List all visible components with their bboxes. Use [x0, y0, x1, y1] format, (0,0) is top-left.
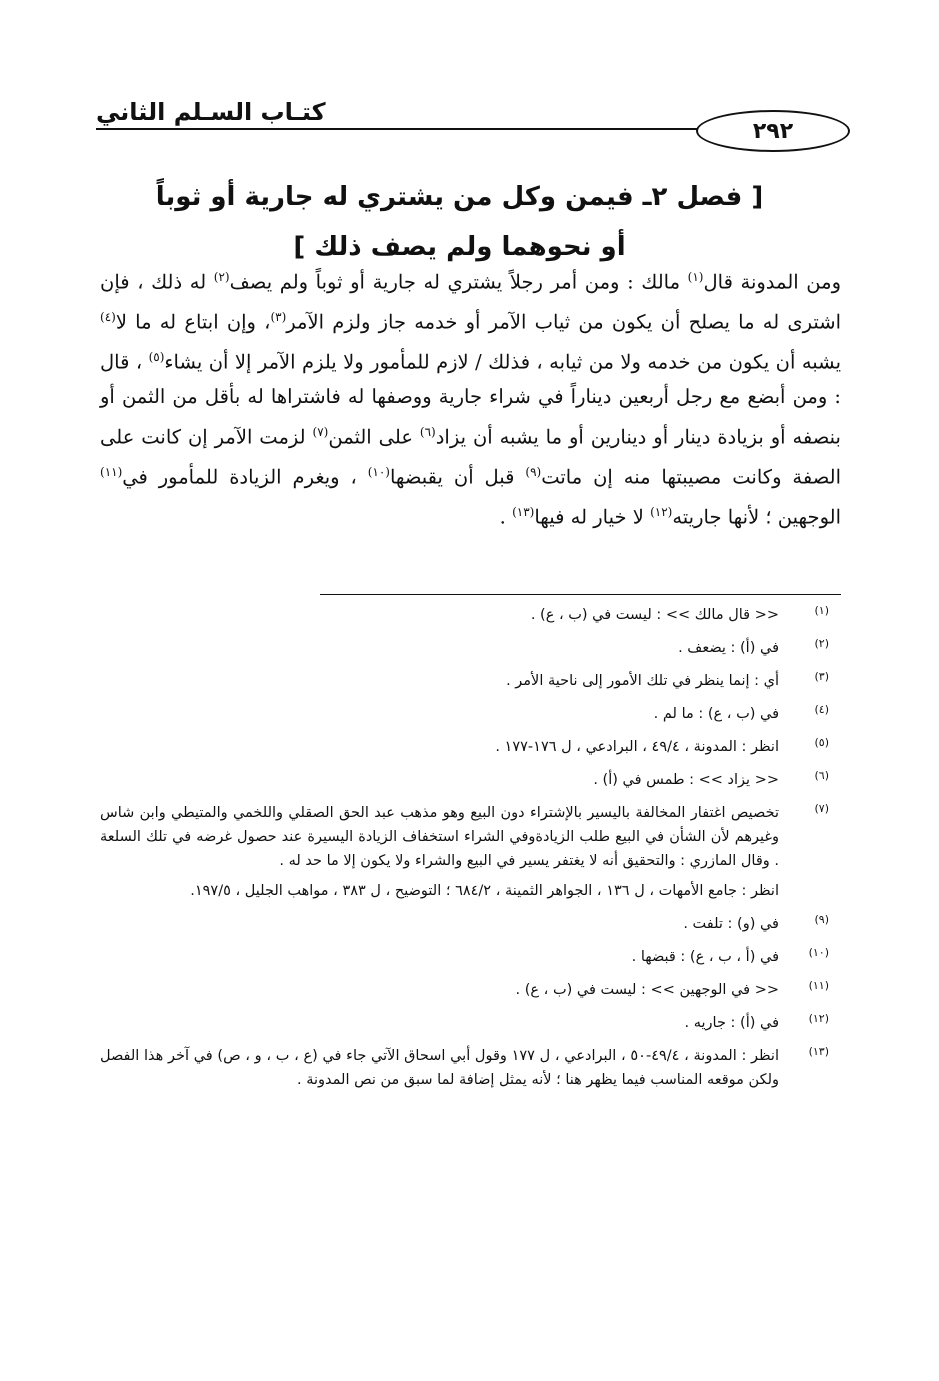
footnote [100, 768, 829, 792]
footnote-number: (١١) [808, 979, 829, 992]
footnote-text: في (و) : تلفت . [683, 916, 779, 932]
body-text-segment: ، ويغرم الزيادة للمأمور في [122, 465, 368, 488]
footnote-text: في (أ) : جاريه . [684, 1015, 779, 1031]
footnote [100, 669, 829, 693]
footnotes [100, 603, 829, 1101]
footnote [100, 636, 829, 660]
footnote-number: (٥) [814, 736, 829, 749]
footnote [100, 912, 829, 936]
body-text-segment: ، قال : ومن أبضع مع رجل أربعين ديناراً في شراء جارية ووصفها له فاشتراها له بأقل من الثمن أو بنصفه أو بزيادة دينار أو دينارين أو ما يشبه أن يزاد [100, 350, 841, 448]
body-paragraph [100, 260, 841, 535]
footnote-ref: (٥) [148, 350, 165, 364]
footnote [100, 1044, 829, 1092]
footnote-number: (١٠) [808, 946, 829, 959]
footnote-reference-text: انظر : جامع الأمهات ، ل ١٣٦ ، الجواهر الثمينة ، ٦٨٤/٢ ؛ التوضيح ، ل ٣٨٣ ، مواهب الجليل ، ١٩٧/٥. [190, 883, 779, 899]
footnote-text: << في الوجهين >> : ليست في (ب ، ع) . [515, 982, 779, 998]
chapter-title-line-1: [ فصل ٢ـ فيمن وكل من يشتري له جارية أو ثوباً [155, 182, 764, 212]
body-text-segment: ومن المدونة قال [703, 270, 841, 294]
footnote-text: في (أ) : يضعف . [678, 640, 779, 656]
footnote-ref: (١٢) [650, 504, 673, 519]
footnote-number: (٦) [814, 769, 829, 782]
footnote-number: (٩) [814, 913, 829, 926]
footnote-number: (٧) [814, 802, 829, 815]
footnote [100, 978, 829, 1002]
footnote-number: (١) [814, 604, 829, 617]
chapter-title [130, 172, 789, 272]
footnote-ref: (٧) [312, 424, 329, 439]
footnote [100, 603, 829, 627]
footnote [100, 945, 829, 969]
footnote-text: تخصيص اغتفار المخالفة باليسير بالإشتراء دون البيع وهو مذهب عبد الحق الصقلي واللخمي والمتيطي وابن شاس وغيرهم لأن الشأن في البيع طلب الزيادةوفي الشراء استخفاف الزيادة اليسيرة عند حصول غرضه في تلك السلعة . وقال المازري : والتحقيق أنه لا يغتفر يسير في البيع والشراء ولا يكون إلا ما حد له . [100, 805, 779, 869]
book-title: كتـاب السـلم الثاني [96, 98, 326, 126]
footnote-text: في (أ ، ب ، ع) : قبضها . [631, 949, 779, 965]
footnote [100, 801, 829, 903]
body-text-segment: ، وإن ابتاع له ما لا [115, 310, 271, 334]
footnote-ref: (٣) [270, 310, 287, 324]
footnote-text: << يزاد >> : طمس في (أ) . [593, 772, 779, 788]
body-text-segment: مالك : ومن أمر رجلاً يشتري له جارية أو ثوباً ولم يصف [229, 270, 688, 294]
footnote-text: أي : إنما ينظر في تلك الأمور إلى ناحية الأمر . [506, 673, 779, 689]
footnote-ref: (٩) [525, 464, 542, 479]
footnote-separator [320, 594, 841, 595]
footnote [100, 702, 829, 726]
body-text-segment: الوجهين ؛ لأنها جاريته [672, 505, 841, 528]
footnote-number: (٣) [814, 670, 829, 683]
page-header [96, 96, 847, 156]
body-text-segment: له ذلك ، فإن اشترى له ما يصلح أن يكون من ثياب الآمر أو خدمه جاز ولزم الآمر [100, 270, 841, 334]
body-text-segment: قبل أن يقبضها [389, 465, 526, 488]
page-number: ٢٩٢ [696, 110, 850, 152]
body-text-segment: لا خيار له فيها [534, 505, 651, 528]
footnote [100, 1011, 829, 1035]
footnote-number: (٢) [814, 637, 829, 650]
footnote-ref: (١) [687, 270, 704, 284]
body-text-segment: يشبه أن يكون من خدمه ولا من ثيابه ، فذلك / لازم للمأمور ولا يلزم الآمر إلا أن يشاء [164, 350, 841, 374]
footnote-text: انظر : المدونة ، ٤٩/٤ ، البرادعي ، ل ١٧٦-١٧٧ . [495, 739, 779, 755]
body-text-segment: لزمت الآمر إن كانت على الصفة وكانت مصيبتها منه إن ماتت [100, 425, 841, 488]
footnote-ref: (١٠) [367, 464, 390, 479]
chapter-title-line-2: أو نحوهما ولم يصف ذلك ] [293, 232, 626, 262]
footnote-text: انظر : المدونة ، ٤٩/٤-٥٠ ، البرادعي ، ل ١٧٧ وقول أبي اسحاق الآتي جاء في (ع ، ب ، و ، ص) في آخر هذا الفصل ولكن موقعه المناسب فيما يظهر هنا ؛ لأنه يمثل إضافة لما سبق من نص المدونة . [100, 1048, 779, 1088]
footnote-number: (١٣) [808, 1045, 829, 1058]
footnote-number: (٤) [814, 703, 829, 716]
footnote-text: في (ب ، ع) : ما لم . [653, 706, 779, 722]
footnote-text: << قال مالك >> : ليست في (ب ، ع) . [530, 607, 779, 623]
footnote-ref: (٦) [419, 424, 436, 439]
body-text-segment: على الثمن [328, 425, 420, 448]
footnote-ref: (١١) [100, 464, 123, 479]
footnote-number: (١٢) [808, 1012, 829, 1025]
footnote-ref: (١٣) [512, 504, 535, 519]
body-text-segment: . [499, 505, 513, 528]
footnote [100, 735, 829, 759]
footnote-ref: (٢) [213, 270, 230, 284]
footnote-ref: (٤) [100, 310, 116, 324]
